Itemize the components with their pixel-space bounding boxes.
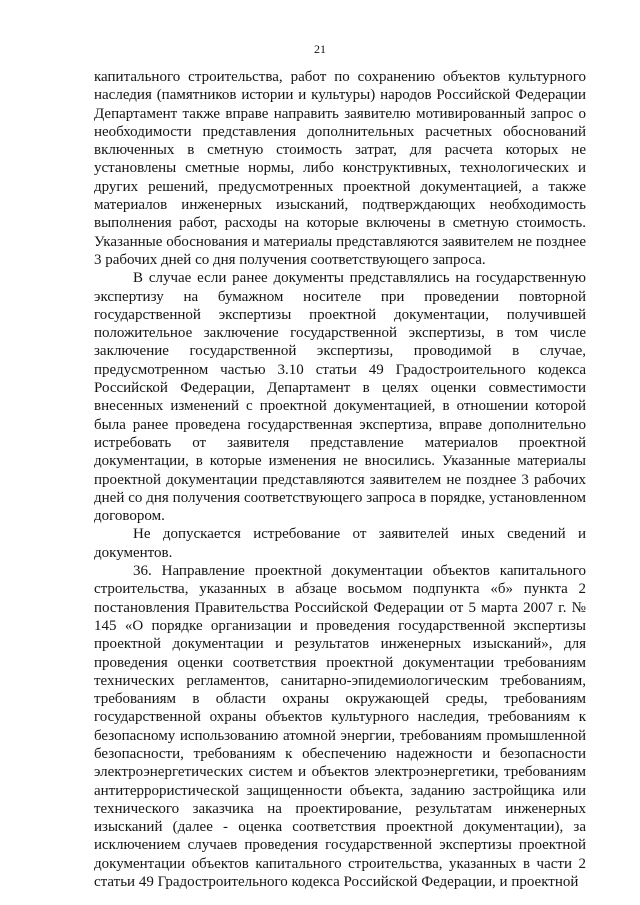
- paragraph-repeat-expertise: В случае если ранее документы представлялись на государственную экспертизу на бумажном носителе при проведении повторной государственной экспертизы проектной документации, получившей положительное заключение государственной экспертизы, в том числе заключение государственной экспертизы, проводимой в случае, предусмотренном частью 3.10 статьи 49 Градостроительного кодекса Российской Федерации, Департамент в целях оценки совместимости внесенных изменений с проектной документацией, в отношении которой была ранее проведена государственная экспертиза, вправе дополнительно истребовать от заявителя представление материалов проектной документации, в которые изменения не вносились. Указанные материалы проектной документации представляются заявителем не позднее 3 рабочих дней со дня получения соответствующего запроса в порядке, установленном договором.: [94, 270, 586, 525]
- paragraph-no-other-documents: Не допускается истребование от заявителей иных сведений и документов.: [94, 526, 586, 561]
- paragraph-item-36: 36. Направление проектной документации объектов капитального строительства, указанных в абзаце восьмом подпункта «б» пункта 2 постановления Правительства Российской Федерации от 5 марта 2007 г. № 145 «О порядке организации и проведения государственной экспертизы проектной документации и результатов инженерных изысканий», для проведения оценки соответствия проектной документации требованиям технических регламентов, санитарно-эпидемиологическим требованиям, требованиям в области охраны окружающей среды, требованиям государственной охраны объектов культурного наследия, требованиям к безопасному использованию атомной энергии, требованиям промышленной безопасности, требованиям к обеспечению надежности и безопасности электроэнергетических систем и объектов электроэнергетики, требованиям антитеррористической защищенности объекта, заданию застройщика или технического заказчика на проектирование, результатам инженерных изысканий (далее - оценка соответствия проектной документации), за исключением случаев проведения государственной экспертизы проектной документации объектов капитального строительства, указанных в части 2 статьи 49 Градостроительного кодекса Российской Федерации, и проектной: [94, 563, 586, 891]
- page-number: 21: [314, 42, 326, 56]
- document-text-body: [94, 68, 586, 891]
- paragraph-continuation: капитального строительства, работ по сохранению объектов культурного наследия (памятников истории и культуры) народов Российской Федерации Департамент также вправе направить заявителю мотивированный запрос о необходимости представления дополнительных расчетных обоснований включенных в сметную стоимость затрат, для расчета которых не установлены сметные нормы, либо конструктивных, технологических и других решений, предусмотренных проектной документацией, а также материалов инженерных изысканий, подтверждающих необходимость выполнения работ, расходы на которые включены в сметную стоимость. Указанные обоснования и материалы представляются заявителем не позднее 3 рабочих дней со дня получения соответствующего запроса.: [94, 69, 586, 268]
